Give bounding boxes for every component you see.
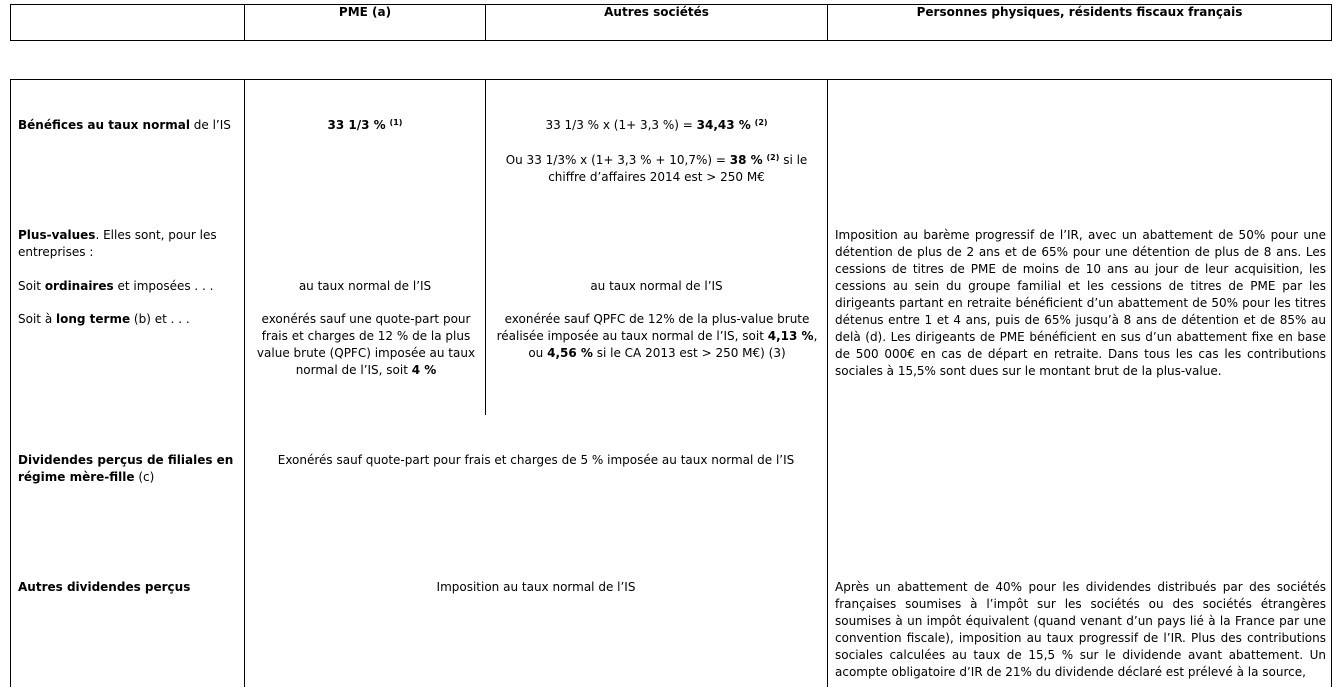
row-label-dividendes-filiales: Dividendes perçus de filiales en régime mère-fille (c)	[18, 453, 234, 484]
personnes-autres-dividendes: Après un abattement de 40% pour les dividendes distribués par des sociétés françaises soumises à l’impôt sur les sociétés ou des sociétés étrangères soumises à un impôt équivalent (quand venant d’un pays lié à la France par une convention fiscale), imposition au taux progressif de l’IR. Plus des contributions sociales calculées au taux de 15,5 % sur le dividende avant abattement. Un acompte obligatoire d’IR de 21% du dividende déclaré est prélevé à la source,	[835, 580, 1326, 679]
row-label-plus-values: Plus-values. Elles sont, pour les entreprises :	[18, 228, 217, 259]
row-label-autres-dividendes: Autres dividendes perçus	[18, 580, 191, 594]
row-label-long-terme: Soit à long terme (b) et . . .	[18, 312, 190, 326]
header-autres-societes: Autres sociétés	[604, 5, 709, 19]
autres-dividendes-value: Imposition au taux normal de l’IS	[436, 580, 636, 594]
row-label-ordinaires: Soit ordinaires et imposées . . .	[18, 279, 214, 293]
header-personnes-physiques: Personnes physiques, résidents fiscaux français	[916, 5, 1243, 19]
autres-plus-values-long-terme: exonérée sauf QPFC de 12% de la plus-value brute réalisée imposée au taux normal de l’IS, soit 4,13 %, ou 4,56 % si le CA 2013 est > 250 M€) (3)	[496, 312, 818, 360]
personnes-plus-values: Imposition au barème progressif de l’IR, avec un abattement de 50% pour une détention de plus de 2 ans et de 65% pour une détention de plus de 8 ans. Les cessions de titres de PME de moins de 10 ans au jour de leur acquisition, les cessions au sein du groupe familial et les cessions de titres de PME par les dirigeants partant en retraite bénéficient d’un abattement de 50% pour les titres détenus entre 1 et 4 ans, puis de 65% jusqu’à 8 ans de détention et de 85% au delà (d). Les dirigeants de PME bénéficient en sus d’un abattement fixe en base de 500 000€ en cas de départ en retraite. Dans tous les cas les contributions sociales à 15,5% sont dues sur le montant brut de la plus-value.	[835, 228, 1326, 378]
pme-plus-values-ordinaires: au taux normal de l’IS	[298, 279, 432, 293]
pme-plus-values-long-terme: exonérés sauf une quote-part pour frais et charges de 12 % de la plus value brute (QPFC) imposée au taux normal de l’IS, soit 4 %	[256, 312, 476, 377]
row-label-benefices: Bénéfices au taux normal de l’IS	[18, 118, 231, 132]
autres-plus-values-ordinaires: au taux normal de l’IS	[590, 279, 723, 293]
header-pme: PME (a)	[338, 5, 392, 19]
autres-benefices-rate: 33 1/3 % x (1+ 3,3 %) = 34,43 % $^{(2)}$	[545, 118, 768, 132]
pme-benefices-rate: 33 1/3 % $^{(1)}$	[327, 118, 403, 132]
dividendes-filiales-value: Exonérés sauf quote-part pour frais et charges de 5 % imposée au taux normal de l’IS	[277, 453, 795, 467]
autres-benefices-rate-large: Ou 33 1/3% x (1+ 3,3 % + 10,7%) = 38 % $^{(2)}$ si le chiffre d’affaires 2014 est > 250 M€	[505, 153, 808, 184]
